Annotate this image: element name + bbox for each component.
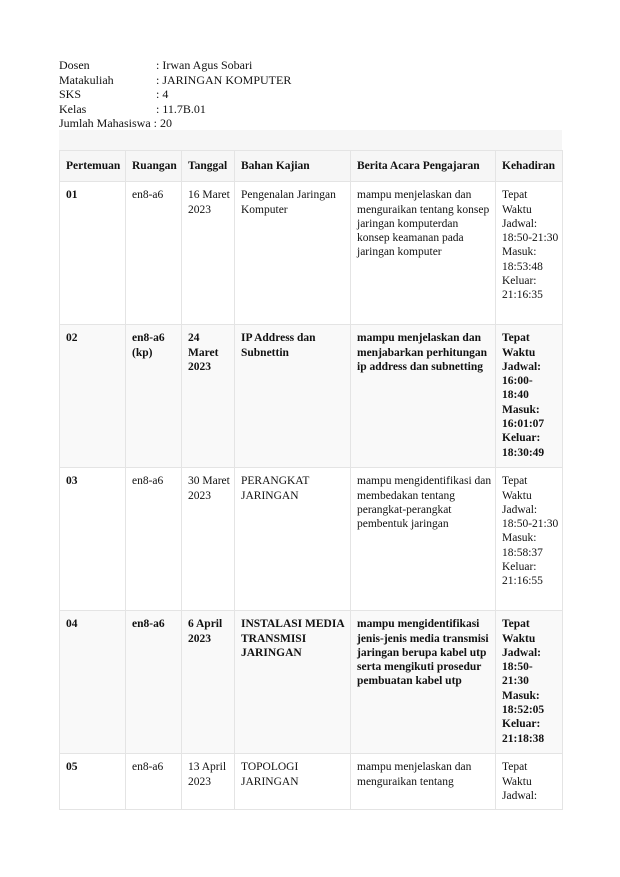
table-body: [60, 182, 563, 810]
column-header-kehadiran: Kehadiran: [496, 151, 563, 182]
info-value: : 4: [156, 87, 169, 101]
cell-pertemuan: 05: [60, 754, 126, 810]
kehadiran-line: Keluar:: [502, 561, 537, 574]
info-row-sks: [59, 87, 291, 102]
cell-pertemuan: 04: [60, 611, 126, 754]
cell-berita-acara: mampu mengidentifikasi jenis-jenis media transmisi jaringan berupa kabel utp serta mengikuti prosedur pembuatan kabel utp: [351, 611, 496, 754]
table-top-strip: [59, 130, 562, 150]
kehadiran-line: 18:50-21:30: [502, 232, 559, 245]
info-label: Dosen: [59, 58, 90, 72]
kehadiran-line: 16:00-18:40: [502, 375, 533, 402]
column-header-pertemuan: Pertemuan: [60, 151, 126, 182]
cell-kehadiran: [496, 182, 563, 325]
table-row: [60, 182, 563, 325]
info-row-matakuliah: [59, 73, 291, 88]
cell-pertemuan: 03: [60, 468, 126, 611]
kehadiran-line: 18:58:37: [502, 546, 543, 559]
cell-kehadiran: [496, 468, 563, 611]
cell-berita-acara: mampu menjelaskan dan menjabarkan perhitungan ip address dan subnetting: [351, 325, 496, 468]
kehadiran-line: 16:01:07: [502, 418, 545, 431]
cell-bahan-kajian: PERANGKAT JARINGAN: [235, 468, 351, 611]
kehadiran-line: Keluar:: [502, 718, 541, 731]
cell-berita-acara: mampu mengidentifikasi dan membedakan tentang perangkat-perangkat pembentuk jaringan: [351, 468, 496, 611]
cell-bahan-kajian: IP Address dan Subnettin: [235, 325, 351, 468]
cell-berita-acara: mampu menjelaskan dan menguraikan tentang konsep jaringan komputerdan konsep keamanan pada jaringan komputer: [351, 182, 496, 325]
kehadiran-line: 21:16:55: [502, 575, 543, 588]
kehadiran-line: Tepat Waktu: [502, 189, 532, 216]
table-row: [60, 468, 563, 611]
cell-tanggal: 16 Maret 2023: [182, 182, 235, 325]
column-header-bahan-kajian: Bahan Kajian: [235, 151, 351, 182]
kehadiran-line: Jadwal:: [502, 646, 541, 659]
kehadiran-line: 18:50-21:30: [502, 518, 559, 531]
kehadiran-line: 18:50-21:30: [502, 661, 533, 688]
kehadiran-line: Jadwal:: [502, 217, 538, 230]
cell-tanggal: 30 Maret 2023: [182, 468, 235, 611]
table-row: [60, 325, 563, 468]
table-row: [60, 754, 563, 810]
cell-kehadiran: [496, 325, 563, 468]
cell-bahan-kajian: TOPOLOGI JARINGAN: [235, 754, 351, 810]
kehadiran-line: Jadwal:: [502, 789, 538, 802]
cell-ruangan: en8-a6: [126, 182, 182, 325]
info-label: Matakuliah: [59, 72, 114, 87]
kehadiran-line: Tepat Waktu: [502, 332, 536, 359]
cell-ruangan: en8-a6 (kp): [126, 325, 182, 468]
kehadiran-line: Tepat Waktu: [502, 761, 532, 788]
kehadiran-line: Tepat Waktu: [502, 618, 536, 645]
kehadiran-line: Keluar:: [502, 275, 537, 288]
info-value: : Irwan Agus Sobari: [156, 58, 253, 72]
cell-berita-acara: mampu menjelaskan dan menguraikan tentang: [351, 754, 496, 810]
cell-ruangan: en8-a6: [126, 754, 182, 810]
column-header-ruangan: Ruangan: [126, 151, 182, 182]
cell-tanggal: 13 April 2023: [182, 754, 235, 810]
kehadiran-line: 21:16:35: [502, 289, 543, 302]
info-label: Jumlah Mahasiswa: [59, 116, 151, 130]
column-header-berita-acara: Berita Acara Pengajaran: [351, 151, 496, 182]
kehadiran-line: Masuk:: [502, 246, 537, 259]
course-info: [59, 58, 291, 131]
info-row-dosen: [59, 58, 291, 73]
table-header-row: [60, 151, 563, 182]
table-row: [60, 611, 563, 754]
kehadiran-line: 18:30:49: [502, 446, 545, 459]
kehadiran-line: Masuk:: [502, 532, 537, 545]
info-value: : JARINGAN KOMPUTER: [156, 72, 292, 87]
cell-ruangan: en8-a6: [126, 468, 182, 611]
cell-pertemuan: 01: [60, 182, 126, 325]
kehadiran-line: Masuk:: [502, 403, 540, 416]
cell-kehadiran: [496, 611, 563, 754]
info-label: Kelas: [59, 101, 87, 116]
info-row-jumlah-mahasiswa: [59, 116, 291, 131]
kehadiran-line: Jadwal:: [502, 503, 538, 516]
info-value: : 11.7B.01: [156, 101, 206, 116]
kehadiran-line: Tepat Waktu: [502, 475, 532, 502]
kehadiran-line: Masuk:: [502, 689, 540, 702]
column-header-tanggal: Tanggal: [182, 151, 235, 182]
info-label: SKS: [59, 87, 82, 101]
kehadiran-line: 18:52:05: [502, 704, 545, 717]
cell-ruangan: en8-a6: [126, 611, 182, 754]
info-value: : 20: [153, 116, 172, 130]
kehadiran-line: Jadwal:: [502, 360, 541, 373]
cell-kehadiran: [496, 754, 563, 810]
kehadiran-line: 21:18:38: [502, 732, 545, 745]
kehadiran-line: Keluar:: [502, 432, 541, 445]
attendance-table: [59, 150, 563, 810]
cell-pertemuan: 02: [60, 325, 126, 468]
info-row-kelas: [59, 102, 291, 117]
cell-bahan-kajian: INSTALASI MEDIA TRANSMISI JARINGAN: [235, 611, 351, 754]
cell-tanggal: 24 Maret 2023: [182, 325, 235, 468]
kehadiran-line: 18:53:48: [502, 260, 543, 273]
cell-bahan-kajian: Pengenalan Jaringan Komputer: [235, 182, 351, 325]
cell-tanggal: 6 April 2023: [182, 611, 235, 754]
